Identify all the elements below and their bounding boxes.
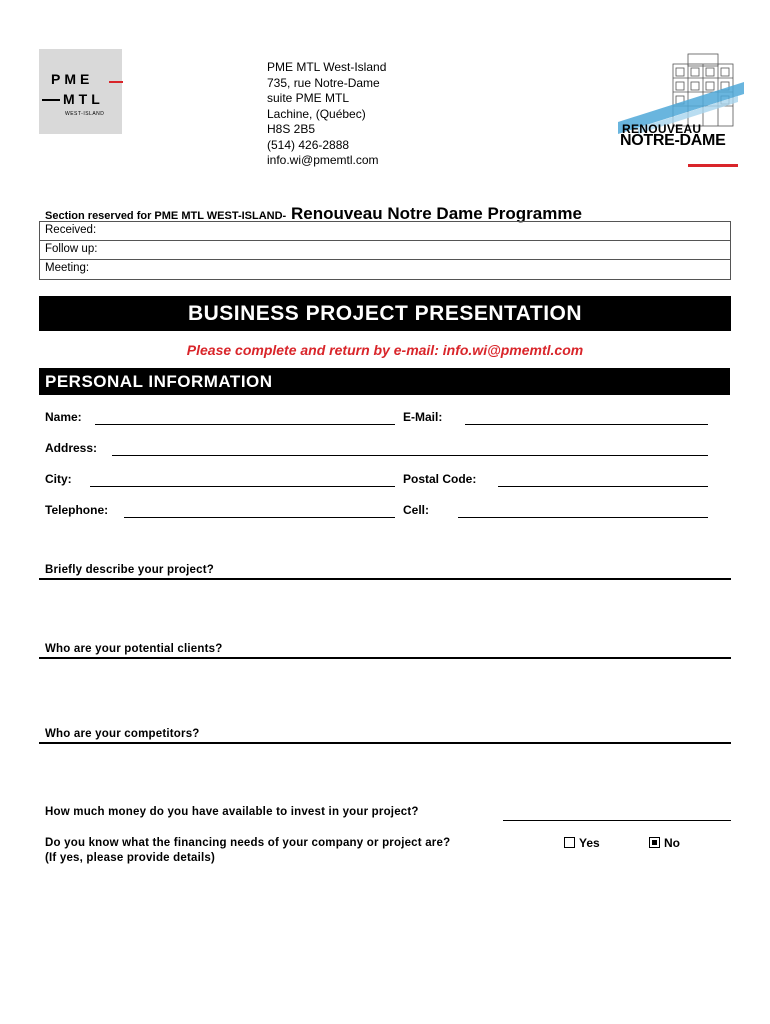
address-line: info.wi@pmemtl.com bbox=[267, 153, 379, 167]
logo-notre-dame-text: NOTRE-DAME bbox=[620, 132, 726, 149]
name-field[interactable] bbox=[95, 424, 395, 425]
financing-question: Do you know what the financing needs of your company or project are? bbox=[45, 837, 451, 849]
city-field[interactable] bbox=[90, 486, 395, 487]
renouveau-notre-dame-logo bbox=[618, 50, 744, 170]
logo-mtl-text: MTL bbox=[63, 91, 104, 107]
address-line: PME MTL West-Island bbox=[267, 60, 387, 74]
building-sketch-icon bbox=[618, 50, 744, 170]
address-field[interactable] bbox=[112, 455, 708, 456]
received-label: Received: bbox=[45, 224, 97, 236]
competitors-answer-line[interactable] bbox=[39, 742, 731, 744]
money-field[interactable] bbox=[503, 820, 731, 821]
city-label: City: bbox=[45, 472, 72, 486]
competitors-question: Who are your competitors? bbox=[45, 728, 200, 740]
pme-mtl-logo bbox=[39, 49, 122, 134]
personal-information-header: PERSONAL INFORMATION bbox=[39, 368, 730, 395]
no-checkbox[interactable] bbox=[649, 837, 660, 848]
address-line: suite PME MTL bbox=[267, 91, 350, 105]
money-question: How much money do you have available to invest in your project? bbox=[45, 806, 419, 818]
project-question: Briefly describe your project? bbox=[45, 564, 214, 576]
follow-up-label: Follow up: bbox=[45, 243, 98, 255]
financing-question-note: (If yes, please provide details) bbox=[45, 852, 216, 864]
contact-address bbox=[267, 60, 386, 169]
telephone-label: Telephone: bbox=[45, 503, 109, 517]
reserved-box bbox=[39, 221, 731, 280]
logo-west-island-text: WEST-ISLAND bbox=[65, 111, 105, 117]
email-label: E-Mail: bbox=[403, 410, 443, 424]
meeting-label: Meeting: bbox=[45, 262, 90, 274]
name-label: Name: bbox=[45, 410, 82, 424]
telephone-field[interactable] bbox=[124, 517, 395, 518]
project-answer-line[interactable] bbox=[39, 578, 731, 580]
no-label: No bbox=[664, 836, 680, 850]
clients-question: Who are your potential clients? bbox=[45, 643, 223, 655]
address-line: H8S 2B5 bbox=[267, 122, 316, 136]
form-title-banner: BUSINESS PROJECT PRESENTATION bbox=[39, 296, 731, 331]
email-field[interactable] bbox=[465, 424, 708, 425]
yes-checkbox[interactable] bbox=[564, 837, 575, 848]
cell-field[interactable] bbox=[458, 517, 708, 518]
address-line: Lachine, (Québec) bbox=[267, 106, 366, 121]
form-instructions: Please complete and return by e-mail: info.wi@pmemtl.com bbox=[186, 342, 584, 358]
clients-answer-line[interactable] bbox=[39, 657, 731, 659]
cell-label: Cell: bbox=[403, 503, 430, 517]
address-label: Address: bbox=[45, 441, 98, 455]
logo-pme-text: PME bbox=[51, 71, 94, 87]
reserved-section-title: Section reserved for PME MTL WEST-ISLAND- Renouveau Notre Dame Programme bbox=[45, 204, 582, 223]
postal-code-field[interactable] bbox=[498, 486, 708, 487]
address-line: 735, rue Notre-Dame bbox=[267, 75, 380, 90]
yes-label: Yes bbox=[579, 836, 600, 850]
address-line: (514) 426-2888 bbox=[267, 137, 350, 152]
postal-code-label: Postal Code: bbox=[403, 472, 477, 486]
logo-renouveau-text: RENOUVEAU bbox=[622, 122, 702, 136]
